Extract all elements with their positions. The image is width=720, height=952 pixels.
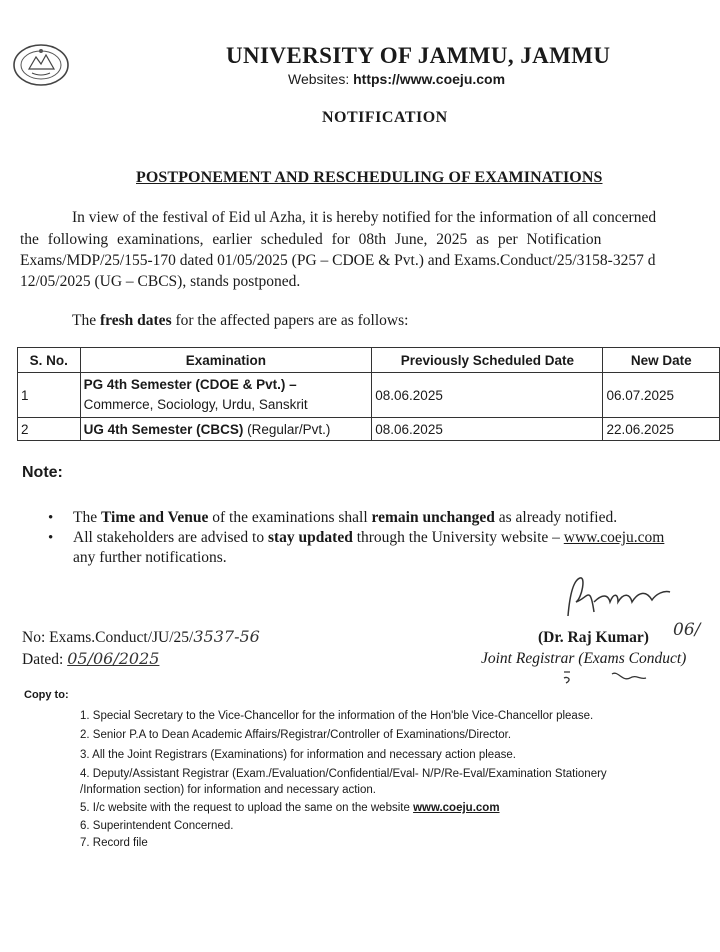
- copy-item: 3. All the Joint Registrars (Examinations) for information and necessary action please.: [80, 749, 516, 761]
- copy-item-continued: /Information section) for information and necessary action.: [80, 784, 376, 796]
- dated-label: Dated:: [22, 651, 68, 668]
- exam-type: (Regular/Pvt.): [243, 421, 331, 437]
- note-bullet-2: [73, 529, 664, 547]
- intro-suffix: for the affected papers are as follows:: [171, 312, 409, 329]
- paragraph-line-3: Exams/MDP/25/155-170 dated 01/05/2025 (PG – CDOE & Pvt.) and Exams.Conduct/25/3158-3257 d: [20, 252, 656, 269]
- fresh-dates-intro: [72, 312, 408, 330]
- note-heading: Note:: [22, 464, 63, 481]
- note-text: through the University website –: [352, 529, 564, 546]
- note-bullet-2-continued: any further notifications.: [73, 549, 227, 566]
- col-header-new-date: New Date: [603, 348, 720, 373]
- dated-line: [22, 649, 159, 669]
- schedule-table: [17, 347, 720, 441]
- bullet-icon: •: [48, 510, 54, 526]
- cell-examination: [80, 373, 372, 418]
- signatory-designation: Joint Registrar (Exams Conduct): [481, 650, 687, 667]
- university-title: UNIVERSITY OF JAMMU, JAMMU: [226, 43, 611, 68]
- table-row: [18, 373, 720, 418]
- websites-line: [288, 71, 505, 87]
- cell-previous-date: 08.06.2025: [372, 373, 603, 418]
- website-link[interactable]: www.coeju.com: [413, 802, 500, 814]
- websites-label: Websites:: [288, 71, 354, 87]
- university-seal-logo: [10, 42, 72, 88]
- copy-item: 2. Senior P.A to Dean Academic Affairs/Registrar/Controller of Examinations/Director.: [80, 729, 512, 741]
- website-link[interactable]: www.coeju.com: [563, 529, 665, 546]
- signatory-name: (Dr. Raj Kumar): [538, 629, 649, 646]
- handwritten-initials: [560, 668, 670, 686]
- subject-heading: POSTPONEMENT AND RESCHEDULING OF EXAMINATIONS: [136, 169, 603, 186]
- copy-to-heading: Copy to:: [24, 689, 69, 701]
- paragraph-line-2: the following examinations, earlier scheduled for 08th June, 2025 as per Notification: [20, 231, 602, 248]
- exam-name: PG 4th Semester (CDOE & Pvt.) –: [83, 377, 297, 392]
- note-bold: Time and Venue: [100, 509, 209, 526]
- notification-heading: NOTIFICATION: [322, 109, 448, 126]
- note-bold: stay updated: [267, 529, 353, 546]
- reference-handwritten: 3537-56: [193, 627, 260, 646]
- copy-item-text: 5. I/c website with the request to upload the same on the website: [80, 802, 414, 814]
- copy-item: 4. Deputy/Assistant Registrar (Exam./Evaluation/Confidential/Eval- N/P/Re-Eval/Examination Stationery: [80, 768, 607, 780]
- cell-previous-date: 08.06.2025: [372, 418, 603, 441]
- paragraph-line-4: 12/05/2025 (UG – CBCS), stands postponed.: [20, 273, 301, 290]
- note-bullet-1: [73, 509, 617, 527]
- cell-sno: 1: [18, 373, 81, 418]
- note-text: of the examinations shall: [208, 509, 372, 526]
- paragraph-line-1: In view of the festival of Eid ul Azha, it is hereby notified for the information of all concerned: [72, 209, 657, 226]
- reference-number: [22, 627, 260, 647]
- table-header-row: [18, 348, 720, 373]
- cell-new-date: 06.07.2025: [603, 373, 720, 418]
- cell-sno: 2: [18, 418, 81, 441]
- col-header-previous-date: Previously Scheduled Date: [372, 348, 603, 373]
- dated-handwritten: 05/06/2025: [67, 649, 160, 668]
- cell-examination: [80, 418, 372, 441]
- col-header-examination: Examination: [80, 348, 372, 373]
- table-row: [18, 418, 720, 441]
- intro-prefix: The: [72, 312, 100, 329]
- copy-item: [80, 802, 500, 814]
- copy-item: 1. Special Secretary to the Vice-Chancellor for the information of the Hon'ble Vice-Chancellor please.: [80, 710, 594, 722]
- website-url: https://www.coeju.com: [353, 71, 506, 87]
- signature-date: 06/: [673, 620, 701, 640]
- copy-item: 7. Record file: [80, 837, 148, 849]
- copy-item: 6. Superintendent Concerned.: [80, 820, 234, 832]
- note-text: as already notified.: [494, 509, 618, 526]
- exam-name: UG 4th Semester (CBCS): [83, 421, 244, 437]
- exam-subjects: Commerce, Sociology, Urdu, Sanskrit: [83, 397, 308, 412]
- note-text: All stakeholders are advised to: [73, 529, 268, 546]
- note-bold: remain unchanged: [371, 509, 495, 526]
- col-header-sno: S. No.: [18, 348, 81, 373]
- reference-label: No: Exams.Conduct/JU/25/: [22, 629, 194, 646]
- bullet-icon: •: [48, 530, 54, 546]
- intro-bold: fresh dates: [99, 312, 172, 329]
- cell-new-date: 22.06.2025: [603, 418, 720, 441]
- note-text: The: [73, 509, 101, 526]
